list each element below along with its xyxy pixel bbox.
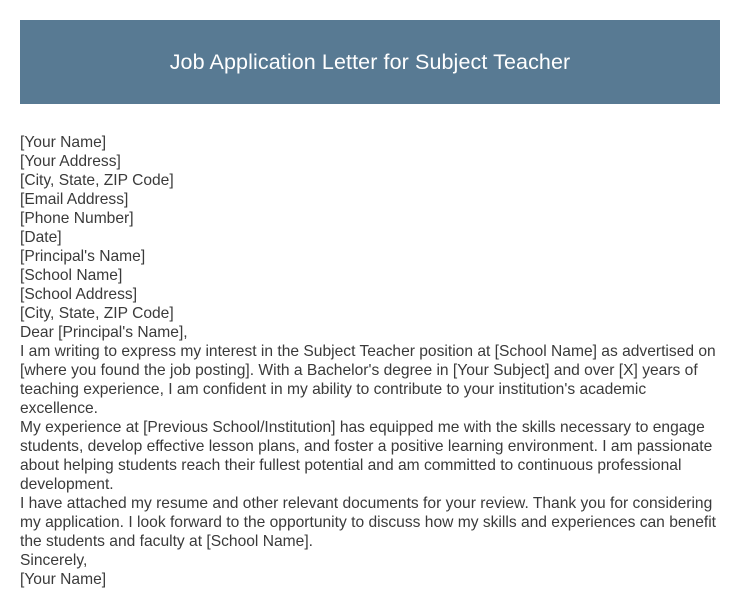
school-name: [School Name]	[20, 267, 123, 284]
recipient-name: [Principal's Name]	[20, 248, 146, 265]
sender-name: [Your Name]	[20, 134, 107, 151]
salutation: Dear [Principal's Name],	[20, 324, 188, 341]
sender-phone: [Phone Number]	[20, 210, 134, 227]
page-title: Job Application Letter for Subject Teacher	[169, 49, 571, 74]
signature-name: [Your Name]	[20, 571, 107, 588]
school-city: [City, State, ZIP Code]	[20, 305, 174, 322]
letter-date: [Date]	[20, 229, 62, 246]
paragraph-intro: I am writing to express my interest in the Subject Teacher position at [School Name] as advertised on [where you found the job posting]. With a Bachelor's degree in [Your Subject] and over [X] years of teaching experience, I am confident in my ability to contribute to your institution's academic excellence.	[20, 343, 716, 417]
closing: Sincerely,	[20, 552, 88, 569]
title-banner	[20, 20, 720, 104]
sender-address: [Your Address]	[20, 153, 121, 170]
sender-city: [City, State, ZIP Code]	[20, 172, 174, 189]
letter-body	[20, 133, 720, 589]
paragraph-experience: My experience at [Previous School/Institution] has equipped me with the skills necessary to engage students, develop effective lesson plans, and foster a positive learning environment. I am passionate about helping students reach their fullest potential and am committed to continuous professional development.	[20, 419, 713, 493]
school-address: [School Address]	[20, 286, 138, 303]
paragraph-closing: I have attached my resume and other relevant documents for your review. Thank you for considering my application. I look forward to the opportunity to discuss how my skills and experiences can benefit the students and faculty at [School Name].	[20, 495, 717, 550]
sender-email: [Email Address]	[20, 191, 129, 208]
